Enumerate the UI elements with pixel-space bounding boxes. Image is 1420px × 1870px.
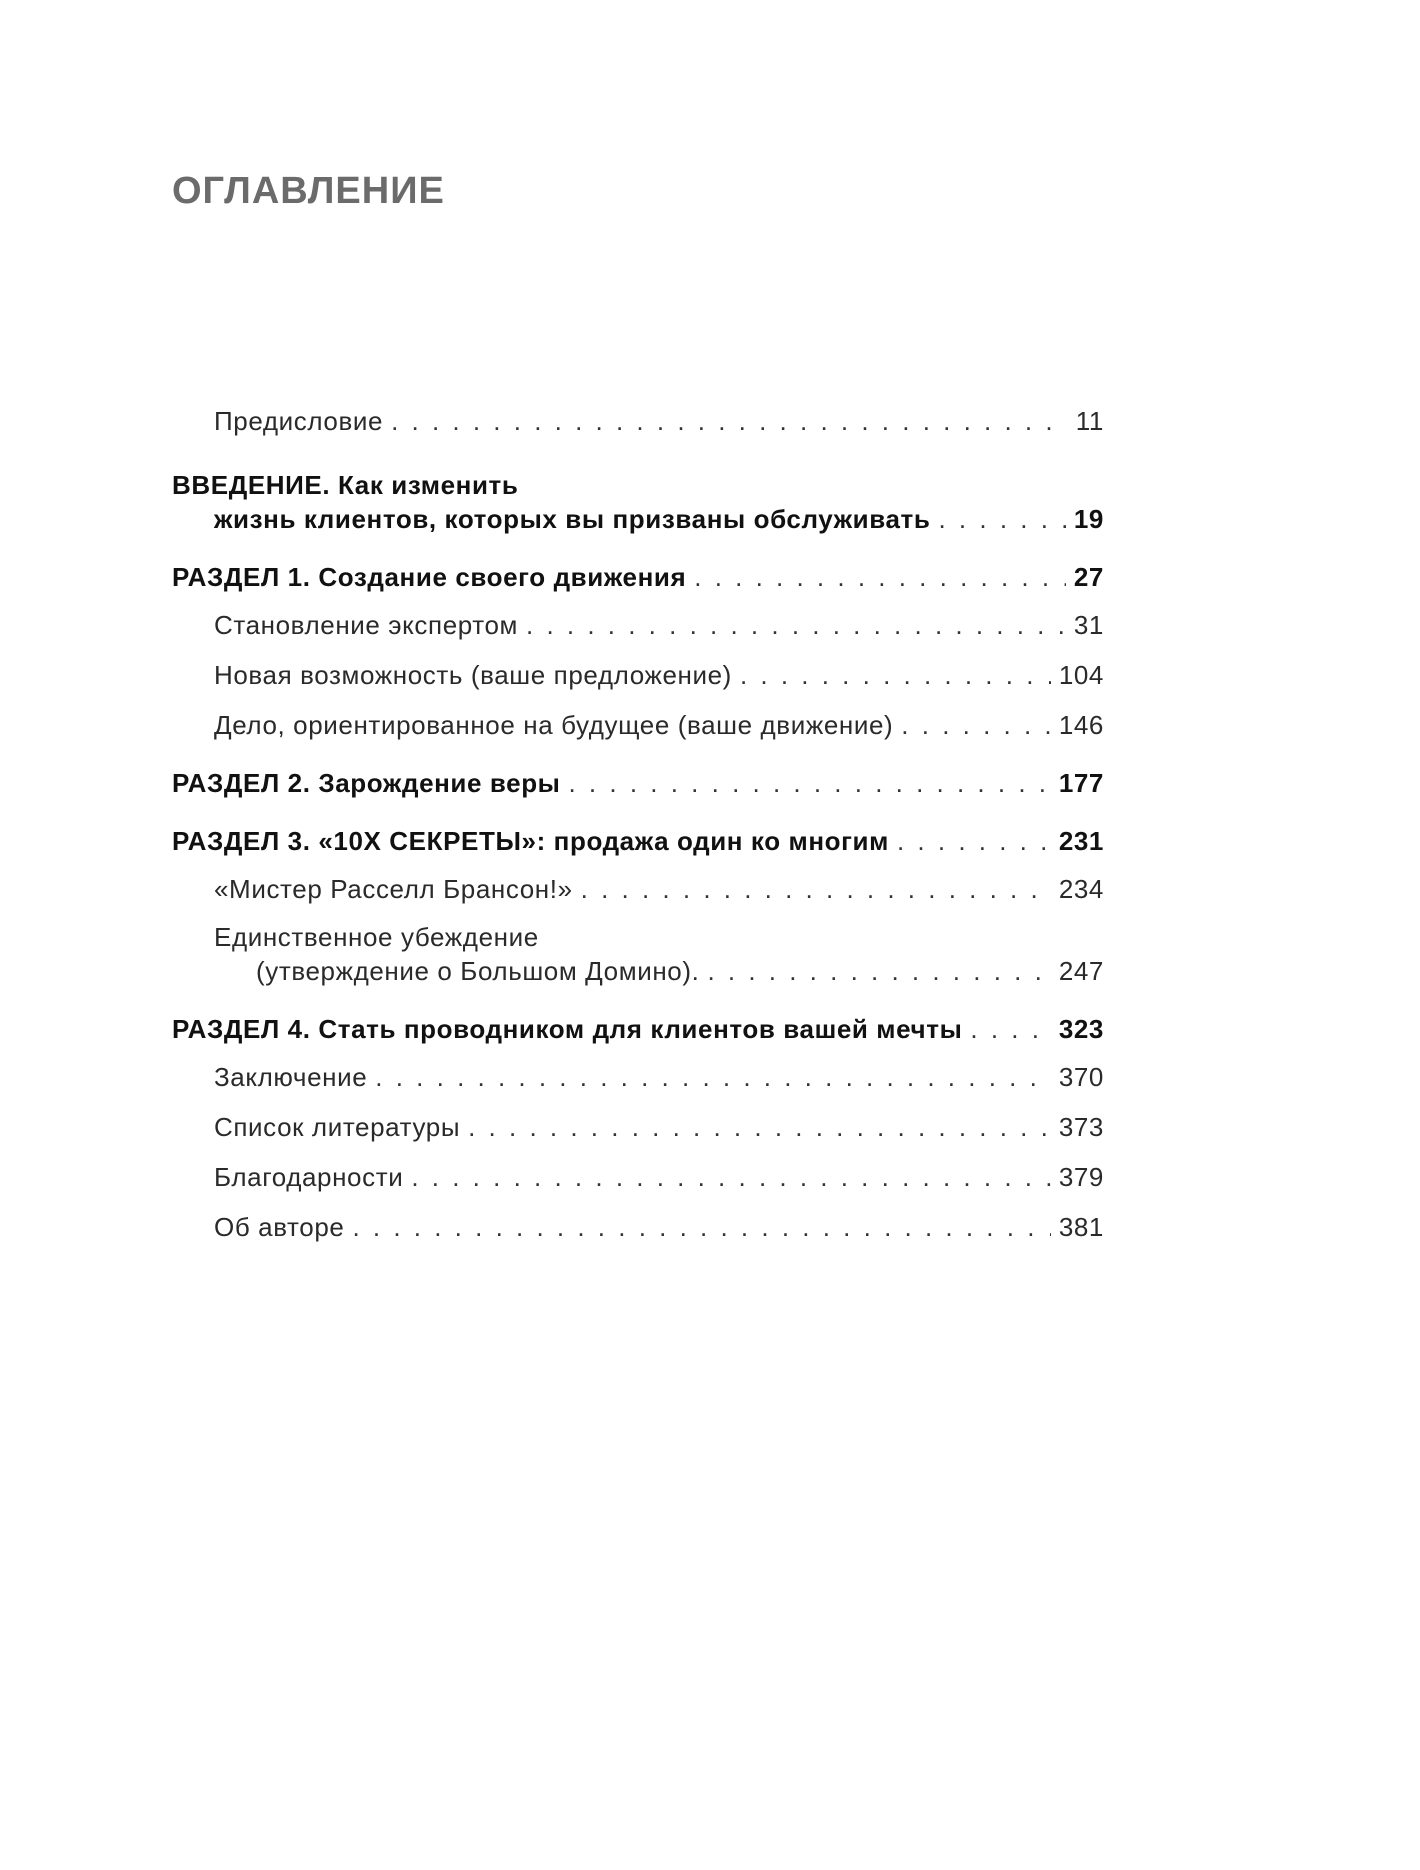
toc-entry-title: Единственное убеждение <box>214 922 539 952</box>
toc-entry[interactable] <box>172 404 1104 438</box>
toc-entry[interactable] <box>172 658 1104 692</box>
toc-page-number: 104 <box>1058 660 1104 690</box>
toc-entry[interactable] <box>172 1160 1104 1194</box>
dot-leader <box>375 1060 1051 1094</box>
dot-leader <box>352 1210 1050 1244</box>
dot-leader <box>970 1012 1050 1046</box>
toc-entry-title: РАЗДЕЛ 3. «10Х СЕКРЕТЫ»: продажа один ко многим <box>172 826 889 856</box>
toc-entry-line <box>214 954 1104 988</box>
toc-entry-line <box>214 872 1104 906</box>
toc-entry-title: РАЗДЕЛ 2. Зарождение веры <box>172 768 561 798</box>
page-title: ОГЛАВЛЕНИЕ <box>172 170 445 212</box>
toc-page-number: 381 <box>1058 1212 1104 1242</box>
toc-entry[interactable] <box>172 872 1104 906</box>
toc-entry-title: РАЗДЕЛ 4. Стать проводником для клиентов вашей мечты <box>172 1014 963 1044</box>
toc-entry-line <box>214 1210 1104 1244</box>
toc-section-entry[interactable] <box>172 560 1104 594</box>
toc-entry-title: Новая возможность (ваше предложение) <box>214 660 732 690</box>
toc-entry-title: Становление экспертом <box>214 610 518 640</box>
toc-entry-line <box>172 766 1104 800</box>
toc-entry-title: ВВЕДЕНИЕ. Как изменить <box>172 470 519 500</box>
toc-page-number: 234 <box>1058 874 1104 904</box>
toc-entry-title: Список литературы <box>214 1112 461 1142</box>
toc-page-number: 231 <box>1058 826 1104 856</box>
toc-page-number: 373 <box>1058 1112 1104 1142</box>
toc-entry-title: Заключение <box>214 1062 368 1092</box>
toc-page-number: 247 <box>1058 956 1104 986</box>
dot-leader <box>468 1110 1051 1144</box>
dot-leader <box>568 766 1050 800</box>
toc-entry-line <box>214 658 1104 692</box>
toc-page-number: 379 <box>1058 1162 1104 1192</box>
toc-entry-title: Дело, ориентированное на будущее (ваше движение) <box>214 710 894 740</box>
toc-entry-line <box>172 502 1104 536</box>
toc-entry[interactable] <box>172 1060 1104 1094</box>
toc-page-number: 323 <box>1058 1014 1104 1044</box>
toc-entry[interactable] <box>172 708 1104 742</box>
toc-entry-line <box>214 1160 1104 1194</box>
toc-section-entry[interactable] <box>172 468 1104 536</box>
table-of-contents <box>172 404 1104 1244</box>
toc-page-number: 31 <box>1073 610 1104 640</box>
toc-entry[interactable] <box>172 1110 1104 1144</box>
toc-page-number: 27 <box>1073 562 1104 592</box>
dot-leader <box>740 658 1051 692</box>
toc-entry[interactable] <box>172 608 1104 642</box>
toc-entry-title: РАЗДЕЛ 1. Создание своего движения <box>172 562 687 592</box>
toc-entry-line <box>214 608 1104 642</box>
toc-page-number: 370 <box>1058 1062 1104 1092</box>
toc-entry-title: жизнь клиентов, которых вы призваны обслуживать <box>214 504 931 534</box>
dot-leader <box>901 708 1051 742</box>
toc-entry-title: «Мистер Расселл Брансон!» <box>214 874 573 904</box>
toc-entry-line <box>214 404 1104 438</box>
toc-entry-line <box>172 1012 1104 1046</box>
toc-entry-title: (утверждение о Большом Домино). <box>256 956 700 986</box>
toc-entry-line <box>172 560 1104 594</box>
toc-entry-title: Благодарности <box>214 1162 404 1192</box>
toc-section-entry[interactable] <box>172 766 1104 800</box>
toc-page-number: 19 <box>1073 504 1104 534</box>
toc-section-entry[interactable] <box>172 824 1104 858</box>
toc-section-entry[interactable] <box>172 1012 1104 1046</box>
toc-entry-line <box>214 708 1104 742</box>
toc-entry-line <box>214 1060 1104 1094</box>
toc-entry-line <box>214 920 1104 954</box>
dot-leader <box>411 1160 1050 1194</box>
dot-leader <box>938 502 1065 536</box>
toc-entry[interactable] <box>172 1210 1104 1244</box>
toc-entry-line <box>214 1110 1104 1144</box>
dot-leader <box>526 608 1066 642</box>
toc-entry-title: Предисловие <box>214 406 384 436</box>
toc-page-number: 11 <box>1075 406 1104 436</box>
dot-leader <box>581 872 1051 906</box>
toc-entry[interactable] <box>172 920 1104 988</box>
toc-page-number: 146 <box>1058 710 1104 740</box>
dot-leader <box>707 954 1050 988</box>
toc-entry-title: Об авторе <box>214 1212 345 1242</box>
toc-entry-line <box>172 824 1104 858</box>
toc-entry-line <box>172 468 1104 502</box>
toc-page-number: 177 <box>1058 768 1104 798</box>
dot-leader <box>897 824 1051 858</box>
dot-leader <box>391 404 1068 438</box>
dot-leader <box>694 560 1066 594</box>
